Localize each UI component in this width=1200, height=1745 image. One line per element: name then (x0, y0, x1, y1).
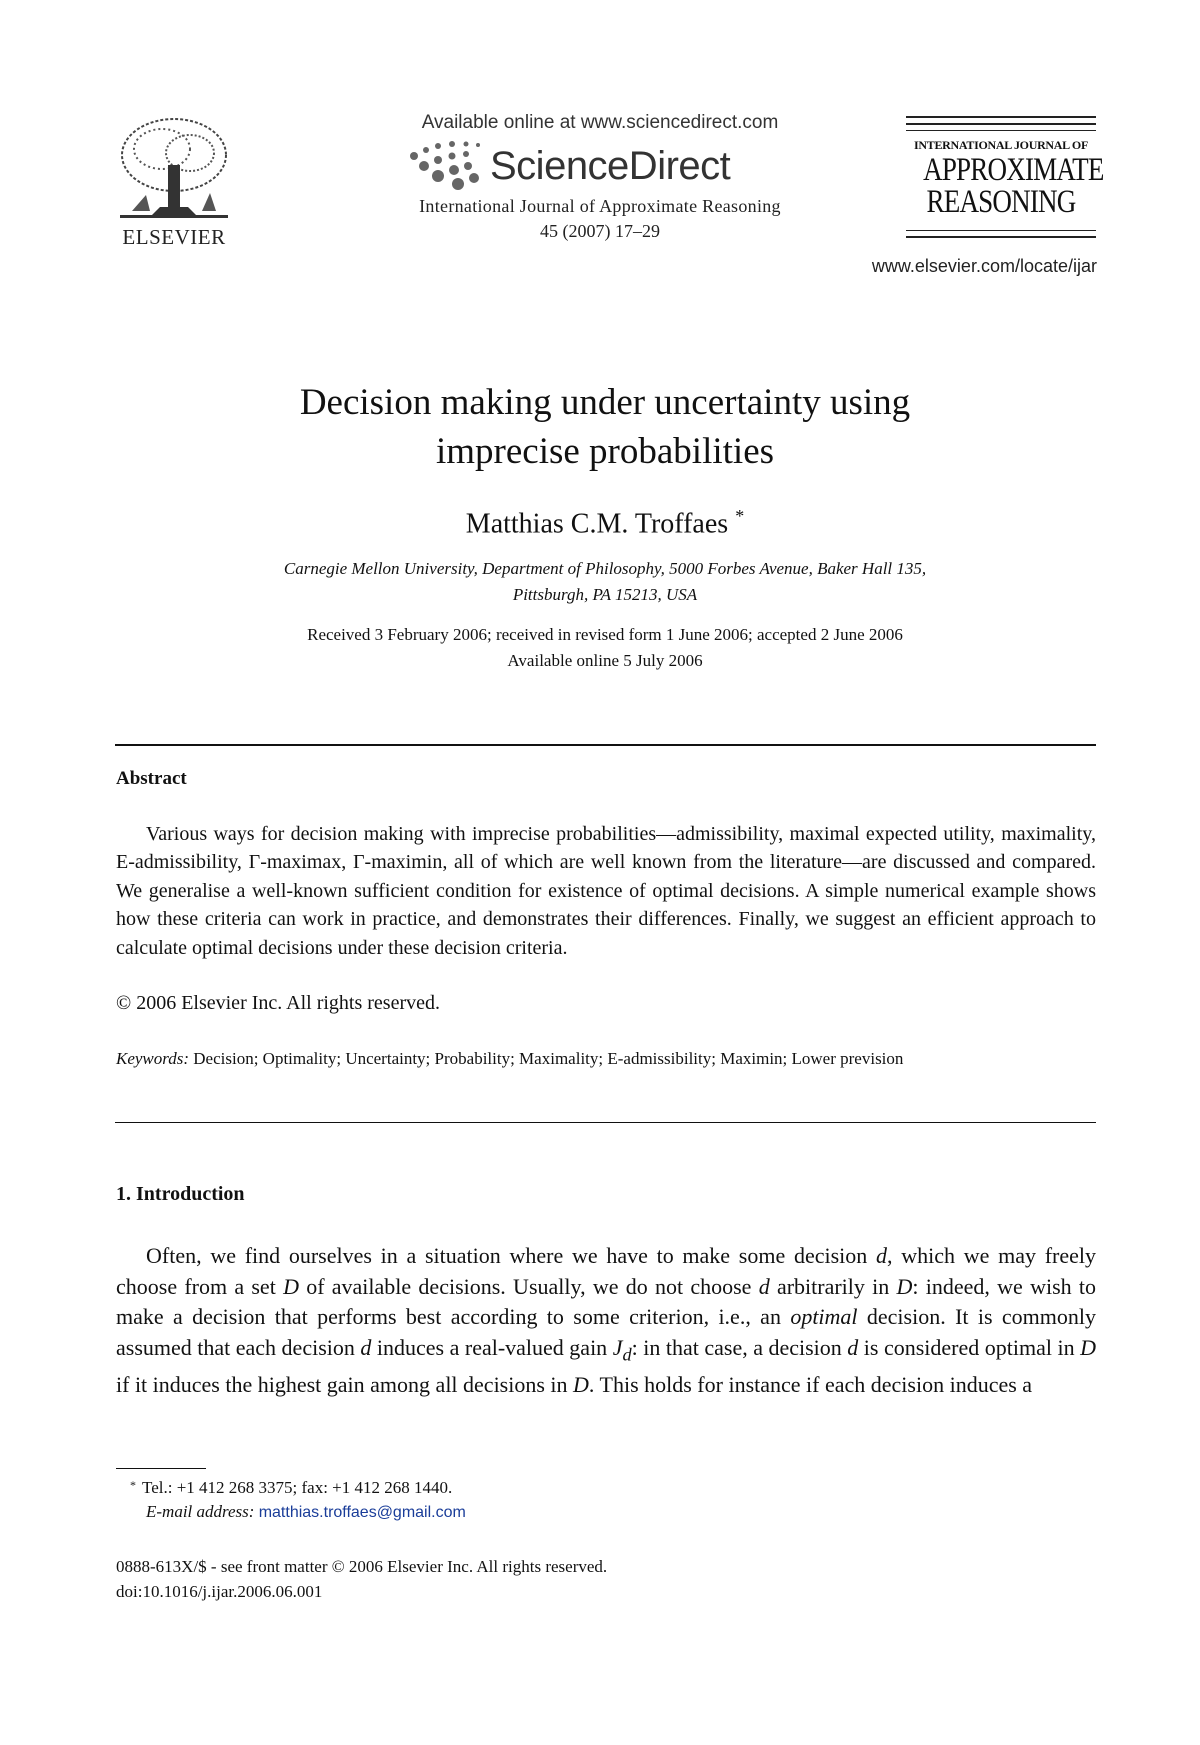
intro-math-d: d (360, 1334, 372, 1360)
journal-url-link[interactable]: www.elsevier.com/locate/ijar (871, 256, 1097, 276)
intro-math-D: D (1080, 1334, 1096, 1360)
intro-math-d: d (847, 1334, 859, 1360)
intro-text-8: : in that case, a decision (631, 1334, 848, 1360)
elsevier-logo (112, 115, 236, 250)
intro-math-D: D (896, 1273, 913, 1299)
intro-math-D: D (283, 1273, 299, 1299)
ijar-rule-top-2 (906, 123, 1096, 125)
footnote-rule (116, 1468, 206, 1469)
abstract-text: Various ways for decision making with imprecise probabilities—admissibility, maximal expected utility, maximality, E-admissibility, Γ-maximax, Γ-maximin, all of which are well known from the literature—are discussed and compared. We generalise a well-known sufficient condition for existence of optimal decisions. A simple numerical example shows how these criteria can work in practice, and demonstrates their differences. Finally, we suggest an efficient approach to calculate optimal decisions under these decision criteria. (116, 823, 1096, 959)
intro-math-J: J (612, 1334, 623, 1360)
dates-online: Available online 5 July 2006 (507, 651, 703, 671)
elsevier-tree-icon (112, 115, 236, 223)
journal-name: International Journal of Approximate Reasoning (419, 196, 781, 216)
section-heading-introduction: 1. Introduction (116, 1183, 245, 1205)
footnote-tel-fax: Tel.: +1 412 268 3375; fax: +1 412 268 1440. (142, 1478, 453, 1497)
intro-math-subscript-d: d (622, 1344, 632, 1365)
keywords (116, 1046, 1096, 1072)
title-block (115, 378, 1095, 674)
issn-line: 0888-613X/$ - see front matter © 2006 Elsevier Inc. All rights reserved. (116, 1557, 608, 1576)
intro-math-d: d (758, 1273, 770, 1299)
ijar-rule-top-3 (906, 130, 1096, 131)
ijar-logo (906, 116, 1104, 246)
dates-received: Received 3 February 2006; received in revised form 1 June 2006; accepted 2 June 2006 (307, 625, 903, 645)
ijar-approximate: APPROXIMATE (923, 152, 1104, 188)
intro-text-1: Often, we find ourselves in a situation where we have to make some decision (146, 1243, 877, 1268)
intro-math-d: d (876, 1243, 888, 1268)
abstract-copyright: © 2006 Elsevier Inc. All rights reserved. (116, 992, 441, 1014)
sd-available-text: Available online at www.sciencedirect.com (421, 112, 779, 133)
ijar-rule-bottom (906, 230, 1096, 231)
paper-title-line-2: imprecise probabilities (435, 431, 775, 472)
intro-text-6: decision. It is commonly assumed that each decision (116, 1304, 1097, 1360)
intro-text-9: is considered optimal in (858, 1334, 1081, 1360)
intro-text-5: : indeed, we wish to make a decision that performs best according to some criterion, i.e., an (116, 1273, 1096, 1330)
affiliation-line-2: Pittsburgh, PA 15213, USA (512, 585, 698, 605)
sciencedirect-logo (330, 140, 870, 194)
abstract-heading: Abstract (116, 768, 187, 789)
intro-text-2: , which we may freely choose from a set (116, 1243, 1097, 1299)
email-link[interactable]: matthias.troffaes@gmail.com (258, 1504, 466, 1521)
sciencedirect-block (330, 112, 870, 242)
elsevier-wordmark: ELSEVIER (122, 225, 226, 249)
introduction-paragraph (116, 1241, 1096, 1400)
keywords-list: Decision; Optimality; Uncertainty; Probability; Maximality; E-admissibility; Maximin; Lower prevision (193, 1049, 904, 1068)
paper-title-line-1: Decision making under uncertainty using (299, 382, 911, 423)
email-label: E-mail address: (146, 1502, 255, 1521)
intro-math-D: D (573, 1371, 589, 1397)
footnote-star: * (130, 1478, 136, 1492)
intro-text-7: induces a real-valued gain (371, 1334, 613, 1360)
author-name (115, 506, 1095, 540)
volume-pages: 45 (2007) 17–29 (540, 221, 660, 241)
author-text: Matthias C.M. Troffaes (465, 508, 729, 540)
doi-line[interactable]: doi:10.1016/j.ijar.2006.06.001 (116, 1582, 323, 1601)
intro-text-3: of available decisions. Usually, we do not choose (298, 1273, 759, 1299)
ijar-reasoning: REASONING (926, 184, 1076, 220)
keywords-label: Keywords: (116, 1049, 190, 1068)
author-footnote-mark[interactable]: * (735, 506, 745, 526)
abstract-bottom-rule (115, 1122, 1096, 1123)
abstract-top-rule (115, 744, 1096, 746)
affiliation (115, 556, 1095, 608)
dates (115, 622, 1095, 674)
intro-emphasis-optimal: optimal (790, 1304, 858, 1330)
ijar-small-text: INTERNATIONAL JOURNAL OF (914, 138, 1088, 152)
affiliation-line-1: Carnegie Mellon University, Department of Philosophy, 5000 Forbes Avenue, Baker Hall 135, (283, 559, 927, 579)
footnote-contact (130, 1478, 452, 1498)
sciencedirect-dots-icon (408, 140, 488, 192)
ijar-rule-bottom-2 (906, 236, 1096, 238)
intro-text-10: if it induces the highest gain among all decisions in (116, 1371, 574, 1397)
footnote-email (146, 1502, 466, 1522)
intro-text-4: arbitrarily in (769, 1273, 897, 1299)
intro-text-11: . This holds for instance if each decision induces a (588, 1371, 1033, 1397)
ijar-rule-top (906, 116, 1096, 118)
sciencedirect-name: ScienceDirect (490, 144, 731, 188)
